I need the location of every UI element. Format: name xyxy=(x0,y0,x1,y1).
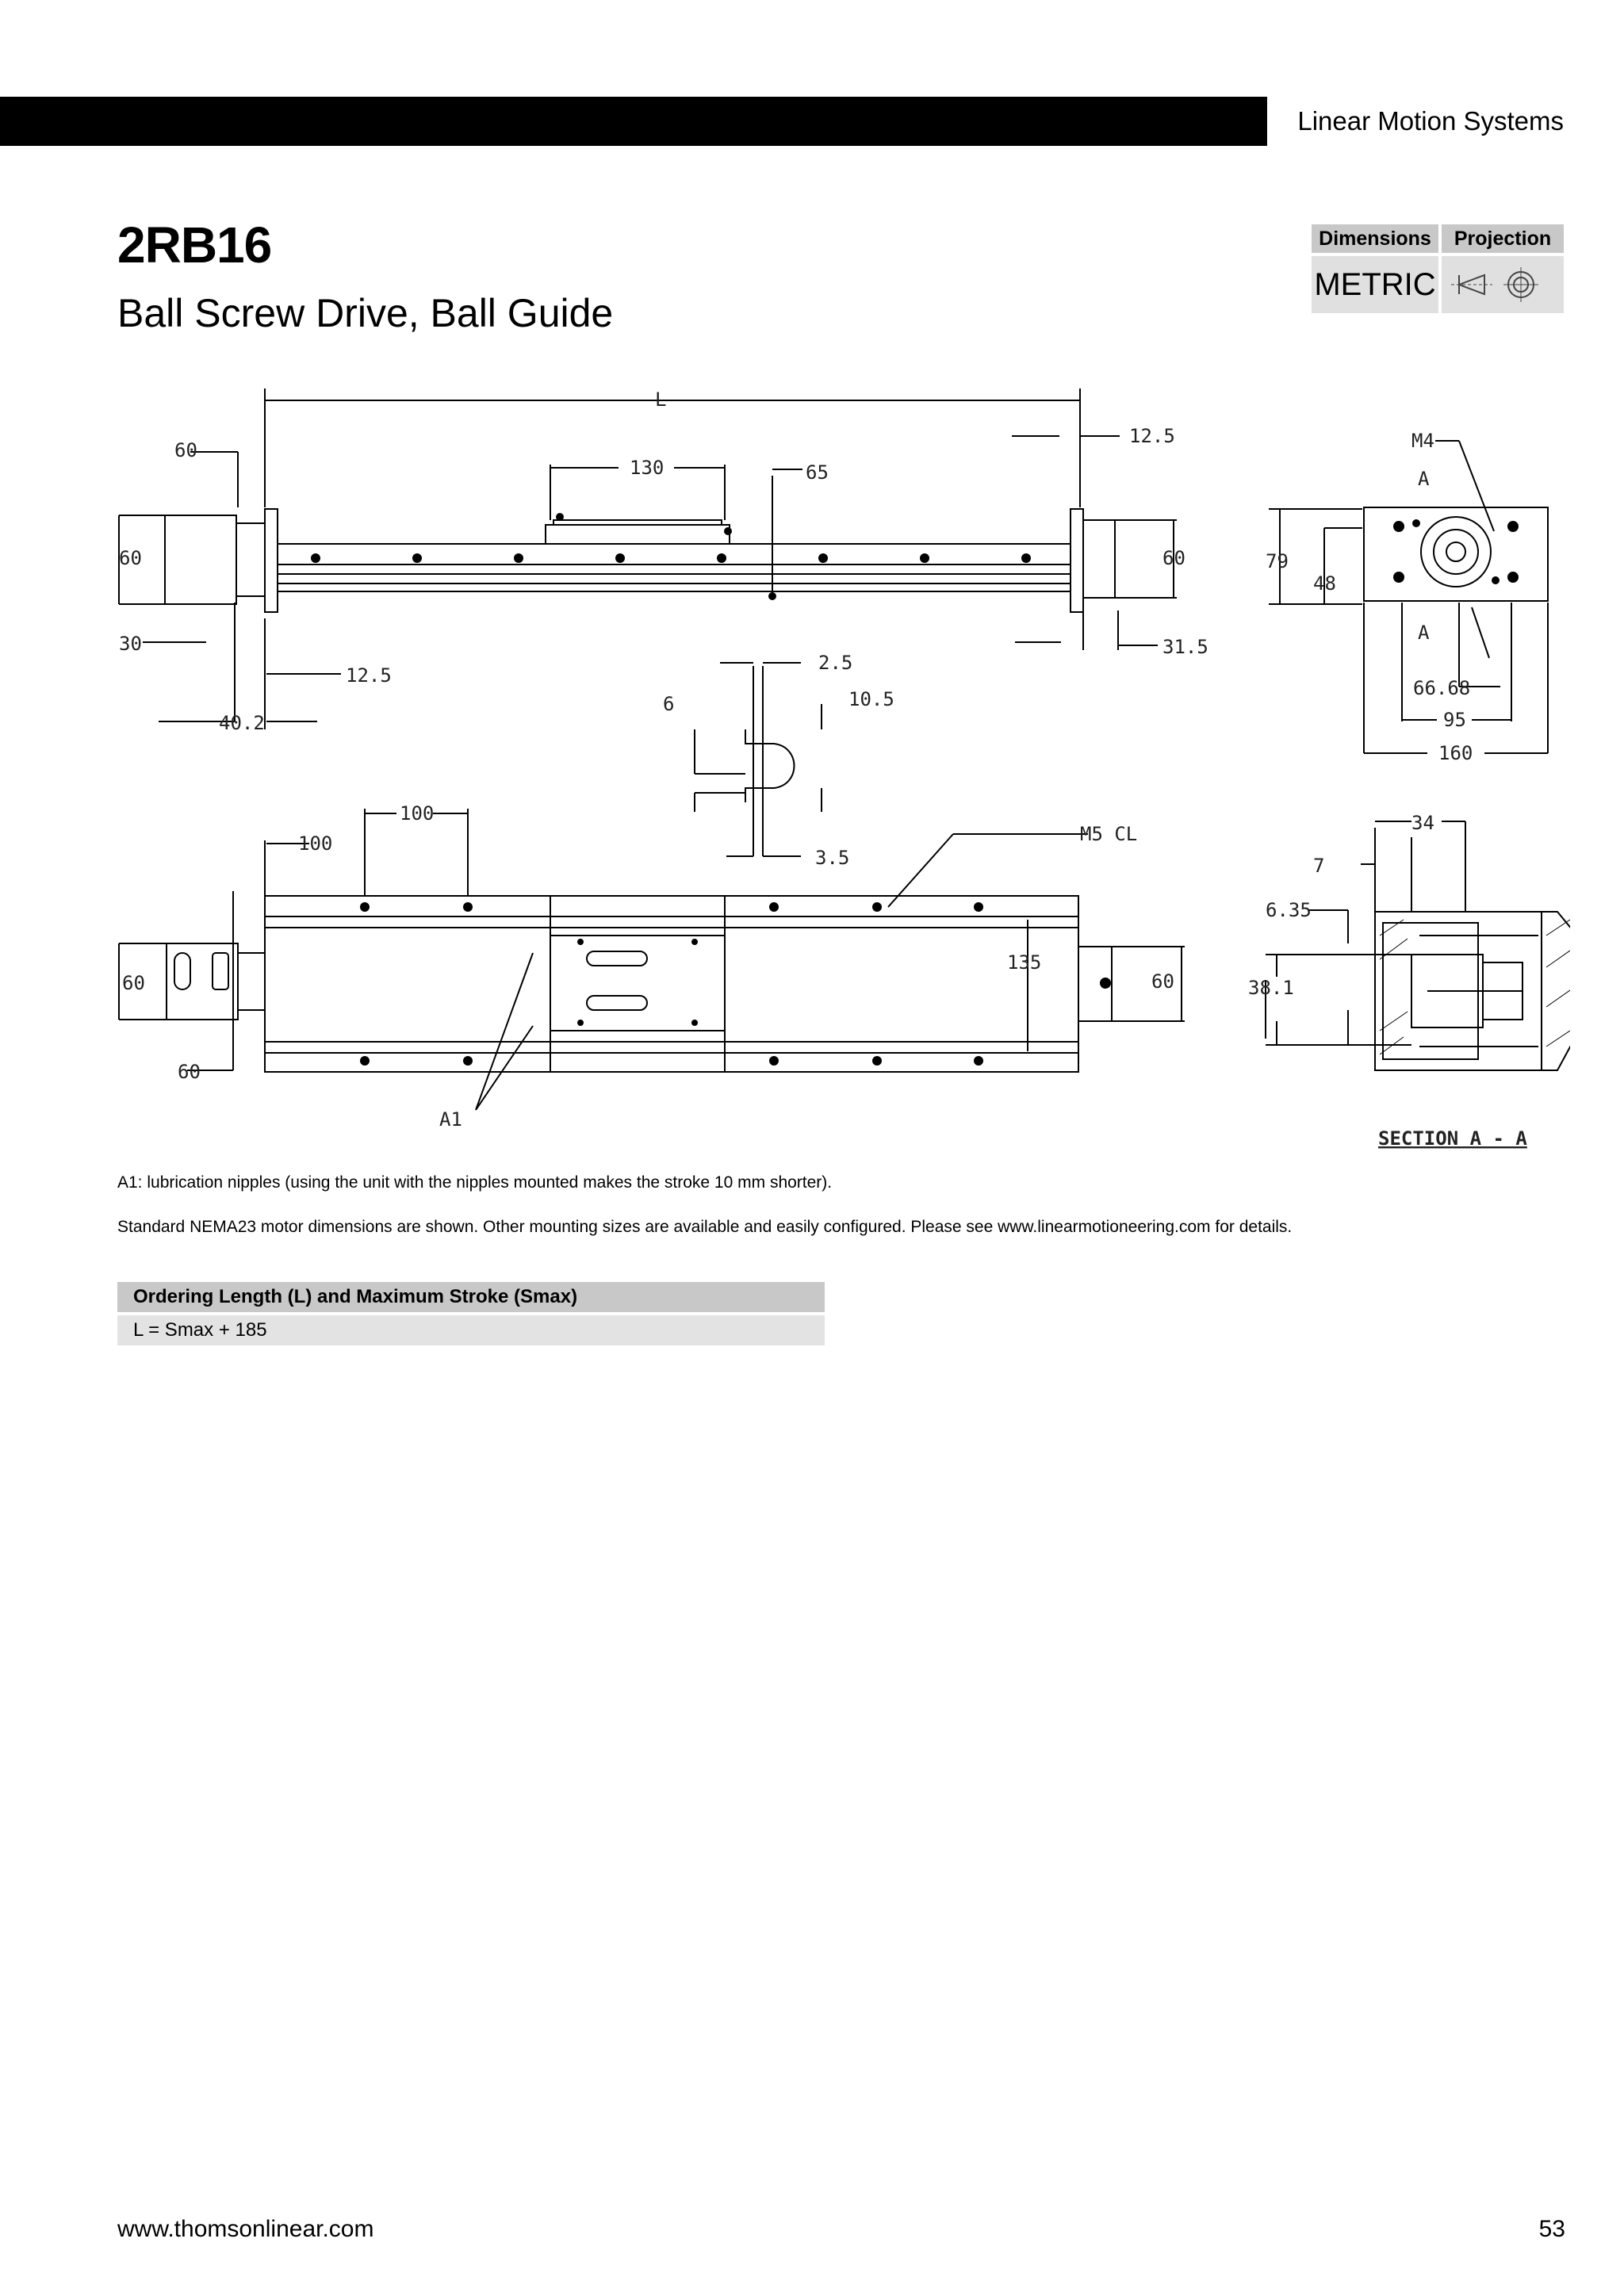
label-A1: A1 xyxy=(439,1108,462,1131)
label-section-A-bottom: A xyxy=(1418,622,1430,644)
dim-31-5: 31.5 xyxy=(1162,636,1208,658)
dim-7: 7 xyxy=(1313,855,1325,877)
ordering-table-row: L = Smax + 185 xyxy=(117,1315,825,1345)
first-angle-projection-icon xyxy=(1442,256,1564,313)
dim-38-1: 38.1 xyxy=(1248,977,1294,999)
header-bar xyxy=(0,97,1267,146)
ordering-table xyxy=(117,1282,825,1345)
product-code: 2RB16 xyxy=(117,216,272,274)
dim-79: 79 xyxy=(1266,550,1289,572)
end-view xyxy=(1269,441,1548,753)
label-section-A-top: A xyxy=(1418,468,1430,490)
dim-60-plan-left: 60 xyxy=(122,972,145,994)
dim-100-left: 100 xyxy=(298,832,333,855)
dimension-projection-box xyxy=(1312,224,1564,313)
unit-label: METRIC xyxy=(1312,256,1438,313)
product-subtitle: Ball Screw Drive, Ball Guide xyxy=(117,291,614,335)
dim-12-5-left: 12.5 xyxy=(346,664,392,687)
dim-48: 48 xyxy=(1313,572,1336,595)
dim-95: 95 xyxy=(1443,709,1466,731)
dim-130: 130 xyxy=(630,457,665,479)
label-M5-CL: M5 CL xyxy=(1080,823,1138,845)
page-number: 53 xyxy=(1538,2216,1565,2242)
ordering-table-header: Ordering Length (L) and Maximum Stroke (Smax) xyxy=(117,1282,825,1312)
dim-65: 65 xyxy=(806,461,829,484)
dim-60-right: 60 xyxy=(1162,547,1185,569)
section-a-a-title: SECTION A - A xyxy=(1378,1127,1527,1150)
note-a1: A1: lubrication nipples (using the unit with the nipples mounted makes the stroke 10 mm shorter). xyxy=(117,1173,833,1192)
projection-label: Projection xyxy=(1442,224,1564,253)
dim-34: 34 xyxy=(1411,812,1434,834)
note-motor: Standard NEMA23 motor dimensions are shown. Other mounting sizes are available and easily configured. Please see www.linearmotioneering.com for details. xyxy=(117,1218,1293,1236)
dim-160: 160 xyxy=(1438,742,1473,764)
dim-60-plan-right: 60 xyxy=(1151,970,1174,993)
technical-drawing xyxy=(111,381,1570,1158)
footer-url[interactable]: www.thomsonlinear.com xyxy=(117,2216,374,2242)
dim-40-2: 40.2 xyxy=(219,712,265,734)
dim-6: 6 xyxy=(663,693,675,715)
dim-3-5: 3.5 xyxy=(815,847,850,869)
dim-L: L xyxy=(655,388,667,411)
dim-135: 135 xyxy=(1007,951,1042,974)
dim-60-motor: 60 xyxy=(174,439,197,461)
side-view xyxy=(119,388,1177,729)
section-a-a xyxy=(1266,821,1570,1070)
slot-detail xyxy=(695,663,822,856)
section-name: Linear Motion Systems xyxy=(1297,106,1564,136)
dim-100-top: 100 xyxy=(400,802,435,825)
dimensions-label: Dimensions xyxy=(1312,224,1438,253)
dim-6-35: 6.35 xyxy=(1266,899,1312,921)
label-M4: M4 xyxy=(1411,430,1434,452)
dim-60-plan-bottom: 60 xyxy=(178,1061,201,1083)
dim-66-68: 66.68 xyxy=(1413,677,1471,699)
dim-12-5-right: 12.5 xyxy=(1129,425,1175,447)
dim-2-5: 2.5 xyxy=(818,652,853,674)
dim-60-left: 60 xyxy=(119,547,142,569)
dim-10-5: 10.5 xyxy=(848,688,894,710)
dim-30: 30 xyxy=(119,633,142,655)
